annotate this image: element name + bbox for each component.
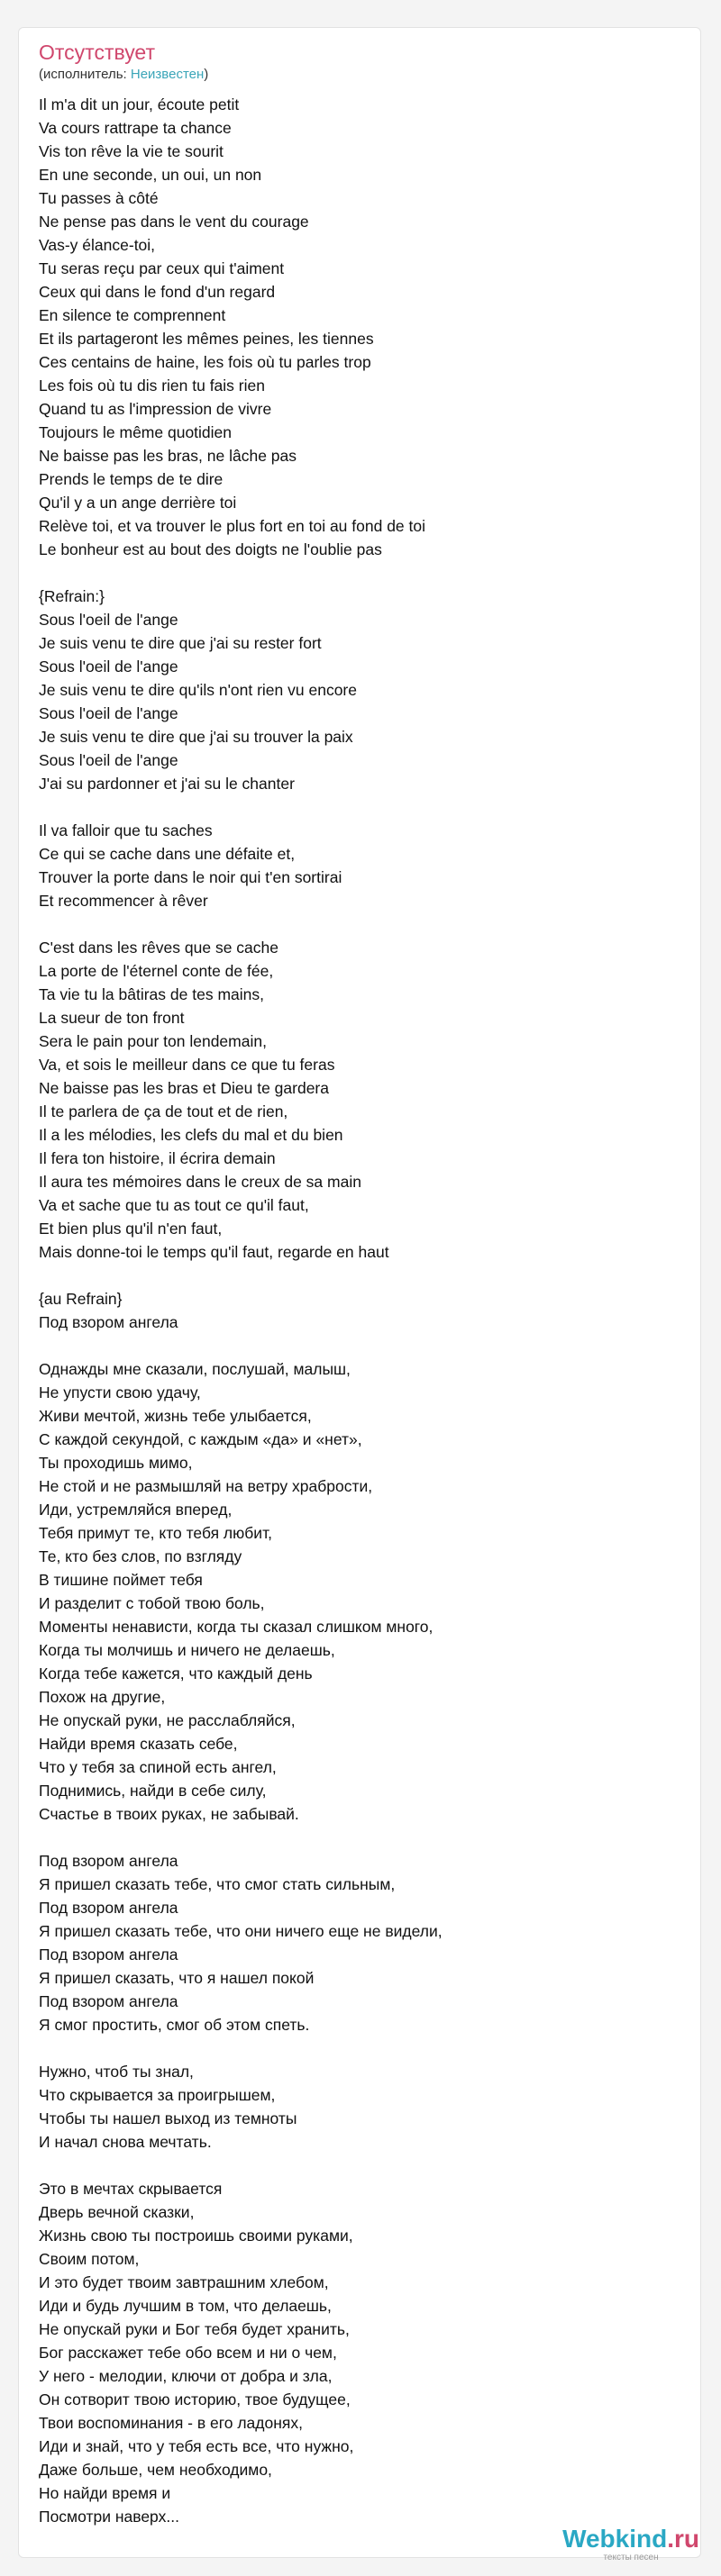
lyric-line: Тебя примут те, кто тебя любит, [39, 1524, 273, 1542]
lyric-line: Il a les mélodies, les clefs du mal et du bien [39, 1126, 343, 1144]
lyric-line: Под взором ангела [39, 1899, 178, 1917]
lyric-line: Va, et sois le meilleur dans ce que tu feras [39, 1056, 335, 1074]
lyric-line: Не упусти свою удачу, [39, 1383, 201, 1401]
lyric-line: Твои воспоминания - в его ладонях, [39, 2414, 303, 2432]
lyric-line: Le bonheur est au bout des doigts ne l'oublie pas [39, 540, 382, 558]
lyric-line: Когда ты молчишь и ничего не делаешь, [39, 1641, 335, 1659]
lyric-line: Иди и знай, что у тебя есть все, что нужно, [39, 2437, 354, 2455]
stanza-gap [39, 912, 670, 936]
lyric-line: Под взором ангела [39, 1852, 178, 1870]
lyric-line: Mais donne-toi le temps qu'il faut, regarde en haut [39, 1243, 389, 1261]
lyric-line: Va cours rattrape ta chance [39, 119, 232, 137]
lyric-line: Похож на другие, [39, 1688, 166, 1706]
lyric-line: Les fois où tu dis rien tu fais rien [39, 376, 265, 395]
lyric-line: Счастье в твоих руках, не забывай. [39, 1805, 299, 1823]
lyric-line: И разделит с тобой твою боль, [39, 1594, 265, 1612]
lyric-line: Поднимись, найди в себе силу, [39, 1782, 267, 1800]
lyric-line: С каждой секундой, с каждым «да» и «нет», [39, 1430, 362, 1448]
lyric-line: Однажды мне сказали, послушай, малыш, [39, 1360, 351, 1378]
lyric-line: Найди время сказать себе, [39, 1735, 238, 1753]
lyric-line: Sous l'oeil de l'ange [39, 704, 178, 722]
lyrics-text [39, 93, 670, 2528]
lyric-line: Живи мечтой, жизнь тебе улыбается, [39, 1407, 312, 1425]
lyric-line: Je suis venu te dire que j'ai su trouver la paix [39, 728, 353, 746]
lyric-line: В тишине поймет тебя [39, 1571, 203, 1589]
lyric-line: Il m'a dit un jour, écoute petit [39, 95, 240, 113]
lyric-line: Я смог простить, смог об этом спеть. [39, 2016, 310, 2034]
lyric-line: Бог расскажет тебе обо всем и ни о чем, [39, 2344, 337, 2362]
lyric-line: Il te parlera de ça de tout et de rien, [39, 1102, 288, 1120]
lyric-line: Не опускай руки и Бог тебя будет хранить, [39, 2320, 350, 2338]
lyric-line: Je suis venu te dire qu'ils n'ont rien vu encore [39, 681, 357, 699]
lyric-line: И это будет твоим завтрашним хлебом, [39, 2273, 329, 2291]
lyric-line: Vis ton rêve la vie te sourit [39, 142, 224, 160]
lyric-line: Иди, устремляйся вперед, [39, 1501, 233, 1519]
lyric-line: Trouver la porte dans le noir qui t'en sortirai [39, 868, 342, 886]
lyric-line: Дверь вечной сказки, [39, 2203, 195, 2221]
lyric-line: J'ai su pardonner et j'ai su le chanter [39, 775, 295, 793]
lyric-line: Ta vie tu la bâtiras de tes mains, [39, 985, 264, 1003]
lyric-line: Моменты ненависти, когда ты сказал слишком много, [39, 1618, 434, 1636]
lyric-line: En une seconde, un oui, un non [39, 166, 262, 184]
lyric-line: Что скрывается за проигрышем, [39, 2086, 276, 2104]
stanza-gap [39, 1826, 670, 1849]
stanza-gap [39, 561, 670, 585]
lyric-line: Prends le temps de te dire [39, 470, 224, 488]
lyric-line: Нужно, чтоб ты знал, [39, 2063, 194, 2081]
lyric-line: И начал снова мечтать. [39, 2133, 212, 2151]
lyric-line: Quand tu as l'impression de vivre [39, 400, 272, 418]
stanza-gap [39, 1264, 670, 1287]
lyric-line: Под взором ангела [39, 1946, 178, 1964]
stanza-gap [39, 2036, 670, 2060]
lyric-line: Он сотворит твою историю, твое будущее, [39, 2390, 351, 2408]
lyric-line: Когда тебе кажется, что каждый день [39, 1664, 313, 1683]
lyric-line: {Refrain:} [39, 587, 105, 605]
lyric-line: Ces centains de haine, les fois où tu parles trop [39, 353, 371, 371]
lyric-line: Это в мечтах скрывается [39, 2180, 223, 2198]
lyric-line: Relève toi, et va trouver le plus fort en toi au fond de toi [39, 517, 425, 535]
lyric-line: Иди и будь лучшим в том, что делаешь, [39, 2297, 332, 2315]
lyric-line: La sueur de ton front [39, 1009, 185, 1027]
lyric-line: Жизнь свою ты построишь своими руками, [39, 2227, 353, 2245]
lyric-line: Vas-y élance-toi, [39, 236, 156, 254]
lyric-line: Даже больше, чем необходимо, [39, 2461, 272, 2479]
artist-link[interactable]: Неизвестен [130, 67, 205, 82]
lyric-line: Посмотри наверх... [39, 2508, 179, 2526]
lyric-line: Et ils partageront les mêmes peines, les tiennes [39, 330, 374, 348]
lyric-line: Va et sache que tu as tout ce qu'il faut, [39, 1196, 309, 1214]
lyric-line: Что у тебя за спиной есть ангел, [39, 1758, 277, 1776]
lyric-line: Своим потом, [39, 2250, 140, 2268]
artist-prefix: (исполнитель: [39, 67, 131, 82]
lyric-line: C'est dans les rêves que se cache [39, 939, 278, 957]
brand-name [562, 2526, 699, 2553]
stanza-gap [39, 2154, 670, 2177]
artist-suffix: ) [204, 67, 209, 82]
stanza-gap [39, 795, 670, 819]
lyric-line: Sous l'oeil de l'ange [39, 658, 178, 676]
brand-name-main: Webkind [562, 2525, 668, 2553]
lyric-line: Tu passes à côté [39, 189, 159, 207]
lyric-line: Sera le pain pour ton lendemain, [39, 1032, 267, 1050]
lyric-line: Et recommencer à rêver [39, 892, 208, 910]
lyric-line: Но найди время и [39, 2484, 171, 2502]
lyric-line: У него - мелодии, ключи от добра и зла, [39, 2367, 333, 2385]
lyric-line: Я пришел сказать тебе, что они ничего еще не видели, [39, 1922, 443, 1940]
lyric-line: Ne baisse pas les bras, ne lâche pas [39, 447, 297, 465]
lyric-line: Sous l'oeil de l'ange [39, 751, 178, 769]
lyric-line: Je suis venu te dire que j'ai su rester fort [39, 634, 322, 652]
lyric-line: Те, кто без слов, по взгляду [39, 1547, 242, 1565]
lyric-line: Я пришел сказать тебе, что смог стать сильным, [39, 1875, 396, 1893]
lyric-line: Не стой и не размышляй на ветру храбрости, [39, 1477, 373, 1495]
brand-tagline: тексты песен [603, 2553, 659, 2562]
lyric-line: Et bien plus qu'il n'en faut, [39, 1220, 223, 1238]
lyric-line: Tu seras reçu par ceux qui t'aiment [39, 259, 285, 277]
lyric-line: {au Refrain} [39, 1290, 123, 1308]
lyric-line: Ce qui se cache dans une défaite et, [39, 845, 296, 863]
lyric-line: Ne baisse pas les bras et Dieu te gardera [39, 1079, 329, 1097]
lyric-line: Il fera ton histoire, il écrira demain [39, 1149, 276, 1167]
lyric-line: Sous l'oeil de l'ange [39, 611, 178, 629]
artist-line [39, 66, 208, 84]
site-logo[interactable] [562, 2526, 699, 2563]
lyric-line: Ceux qui dans le fond d'un regard [39, 283, 276, 301]
brand-name-tld: .ru [667, 2525, 699, 2553]
lyric-line: Il va falloir que tu saches [39, 821, 213, 839]
stanza-gap [39, 1334, 670, 1357]
lyric-line: Не опускай руки, не расслабляйся, [39, 1711, 296, 1729]
lyric-line: Чтобы ты нашел выход из темноты [39, 2109, 297, 2127]
song-header [39, 40, 208, 84]
lyric-line: Под взором ангела [39, 1313, 178, 1331]
lyric-line: Toujours le même quotidien [39, 423, 233, 441]
lyric-line: La porte de l'éternel conte de fée, [39, 962, 274, 980]
lyric-line: Qu'il y a un ange derrière toi [39, 494, 237, 512]
lyric-line: Под взором ангела [39, 1992, 178, 2010]
lyric-line: Ne pense pas dans le vent du courage [39, 213, 309, 231]
lyric-line: Ты проходишь мимо, [39, 1454, 193, 1472]
song-title: Отсутствует [39, 41, 155, 64]
lyric-line: En silence te comprennent [39, 306, 226, 324]
lyric-line: Il aura tes mémoires dans le creux de sa main [39, 1173, 361, 1191]
lyric-line: Я пришел сказать, что я нашел покой [39, 1969, 315, 1987]
